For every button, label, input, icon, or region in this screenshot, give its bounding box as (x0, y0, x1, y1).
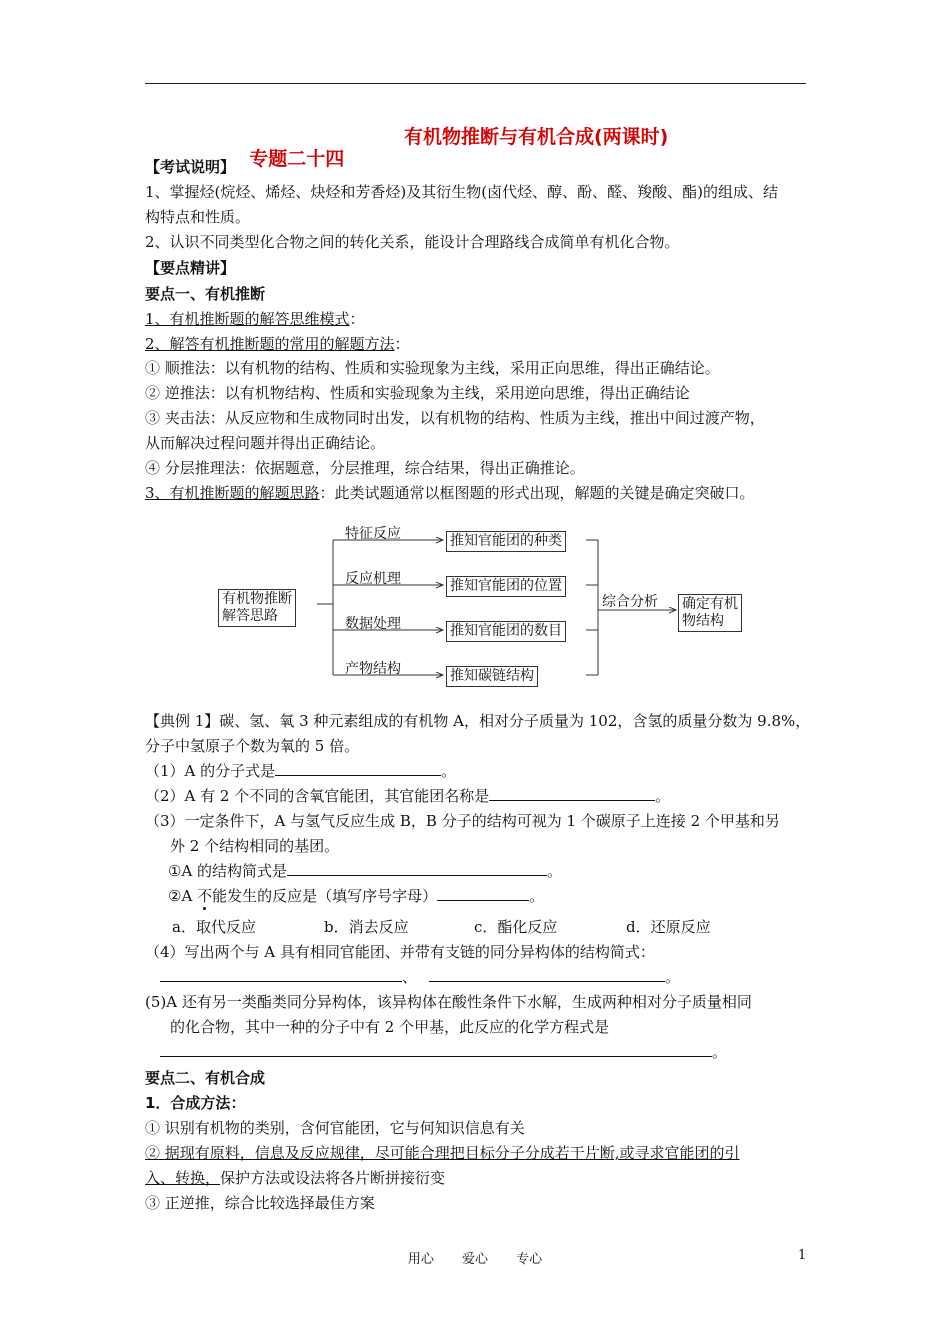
answer-blank-4-2[interactable] (429, 967, 665, 982)
point1-sub3-text: 3、有机推断题的解题思路 (145, 484, 320, 502)
point1-sub2-text: 2、解答有机推断题的常用的解题方法 (145, 335, 395, 353)
answer-blank-1[interactable] (275, 761, 441, 776)
point2-heading: 要点二、有机合成 (145, 1069, 266, 1087)
page-number: 1 (798, 1248, 807, 1263)
question-3-2-a: ②A (168, 887, 198, 905)
question-4-end: 。 (665, 968, 681, 986)
question-5a: (5)A 还有另一类酯类同分异构体，该异构体在酸性条件下水解，生成两种相对分子质量相同 (145, 993, 752, 1011)
question-3-1 (168, 861, 562, 881)
option-b: b．消去反应 (324, 918, 409, 936)
footer-motto: 用心 爱心 专心 (407, 1252, 543, 1267)
example-intro-a: 【典例 1】碳、氢、氧 3 种元素组成的有机物 A，相对分子质量为 102，含氢的质量分数为 9.8%， (145, 712, 811, 730)
title-topic: 专题二十四 (249, 148, 345, 170)
question-1-text: （1）A 的分子式是 (145, 762, 276, 780)
question-3-1-text: ①A 的结构简式是 (168, 862, 288, 880)
question-3b: 外 2 个结构相同的基团。 (170, 837, 340, 855)
exam-item-2: 2、认识不同类型化合物之间的转化关系，能设计合理路线合成简单有机化合物。 (145, 233, 680, 251)
question-4-answers (160, 967, 680, 987)
merge-label: 综合分析 (602, 594, 658, 610)
question-2 (145, 786, 670, 806)
answer-blank-5[interactable] (160, 1042, 712, 1057)
point1-sub1-colon: ： (349, 310, 365, 328)
answer-blank-4-1[interactable] (160, 967, 402, 982)
question-1 (145, 761, 456, 781)
branch-result-1: 推知官能团的种类 (446, 531, 566, 552)
point1-sub3-rest: ：此类试题通常以框图题的形式出现，解题的关键是确定突破口。 (319, 484, 755, 502)
question-5b: 的化合物，其中一种的分子中有 2 个甲基，此反应的化学方程式是 (170, 1018, 610, 1036)
question-3-2-b: 能发生的反应是（填写序号字母） (212, 887, 438, 905)
point1-sub1-text: 1、有机推断题的解答思维模式 (145, 310, 350, 328)
option-c: c．酯化反应 (474, 918, 558, 936)
diagram-start-line-1: 有机物推断 (222, 591, 292, 607)
method-pincer-b: 从而解决过程问题并得出正确结论。 (145, 434, 386, 452)
option-d: d．还原反应 (626, 918, 711, 936)
example-intro-b: 分子中氢原子个数为氧的 5 倍。 (145, 737, 360, 755)
diagram-start-box (218, 589, 296, 627)
exam-item-1b: 构特点和性质。 (145, 208, 251, 226)
question-4: （4）写出两个与 A 具有相同官能团、并带有支链的同分异构体的结构简式： (145, 943, 655, 961)
branch-result-4: 推知碳链结构 (446, 666, 538, 687)
diagram-end-line-1: 确定有机 (682, 596, 738, 612)
method-layered: ④ 分层推理法：依据题意，分层推理，综合结果，得出正确推论。 (145, 459, 585, 477)
key-heading: 【要点精讲】 (145, 259, 236, 277)
branch-label-1: 特征反应 (345, 526, 401, 542)
method-pincer-a: ③ 夹击法：从反应物和生成物同时出发，以有机物的结构、性质为主线，推出中间过渡产物， (145, 409, 765, 427)
method-forward: ① 顺推法：以有机物的结构、性质和实验现象为主线，采用正向思维，得出正确结论。 (145, 359, 720, 377)
question-2-text: （2）A 有 2 个不同的含氧官能团，其官能团名称是 (145, 787, 490, 805)
question-1-end: 。 (441, 762, 457, 780)
question-3-1-end: 。 (547, 862, 563, 880)
synthesis-method-2b-underlined: 入、转换， (145, 1169, 221, 1187)
option-a: a．取代反应 (172, 918, 256, 936)
branch-result-3: 推知官能团的数目 (446, 621, 566, 642)
exam-item-1a: 1、掌握烃(烷烃、烯烃、炔烃和芳香烃)及其衍生物(卤代烃、醇、酚、醛、羧酸、酯)的组成、结 (145, 183, 778, 201)
question-4-sep: 、 (402, 968, 418, 986)
answer-blank-3-1[interactable] (287, 861, 547, 876)
branch-result-2: 推知官能团的位置 (446, 576, 566, 597)
synthesis-method-3: ③ 正逆推，综合比较选择最佳方案 (145, 1194, 375, 1212)
branch-label-4: 产物结构 (345, 661, 401, 677)
diagram-end-line-2: 物结构 (682, 613, 724, 629)
point1-heading: 要点一、有机推断 (145, 285, 266, 303)
question-3-2-end: 。 (529, 887, 545, 905)
synthesis-method-2b (145, 1168, 445, 1188)
question-3-2 (168, 886, 544, 906)
question-2-end: 。 (655, 787, 671, 805)
answer-blank-2[interactable] (489, 786, 655, 801)
question-5-answer (160, 1042, 727, 1062)
diagram-end-box (678, 594, 742, 632)
emphasis-not: 不 (197, 887, 213, 905)
answer-blank-3-2[interactable] (437, 886, 529, 901)
branch-label-2: 反应机理 (345, 571, 401, 587)
synthesis-method-2b-rest: 保护方法或设法将各片断拼接衍变 (220, 1169, 446, 1187)
question-5-end: 。 (712, 1043, 728, 1061)
point1-sub2-colon: ： (394, 335, 410, 353)
diagram-start-line-2: 解答思路 (222, 608, 278, 624)
exam-heading: 【考试说明】 (145, 158, 236, 176)
method-backward: ② 逆推法：以有机物结构、性质和实验现象为主线，采用逆向思维，得出正确结论 (145, 384, 690, 402)
branch-label-3: 数据处理 (345, 616, 401, 632)
title-subject: 有机物推断与有机合成(两课时) (404, 126, 669, 148)
point2-sub: 1．合成方法： (145, 1094, 246, 1112)
question-3a: （3）一定条件下，A 与氢气反应生成 B，B 分子的结构可视为 1 个碳原子上连接 2 个甲基和另 (145, 812, 780, 830)
synthesis-method-1: ① 识别有机物的类别，含何官能团，它与何知识信息有关 (145, 1119, 525, 1137)
synthesis-method-2a: ② 据现有原料，信息及反应规律，尽可能合理把目标分子分成若干片断,或寻求官能团的引 (145, 1144, 740, 1162)
